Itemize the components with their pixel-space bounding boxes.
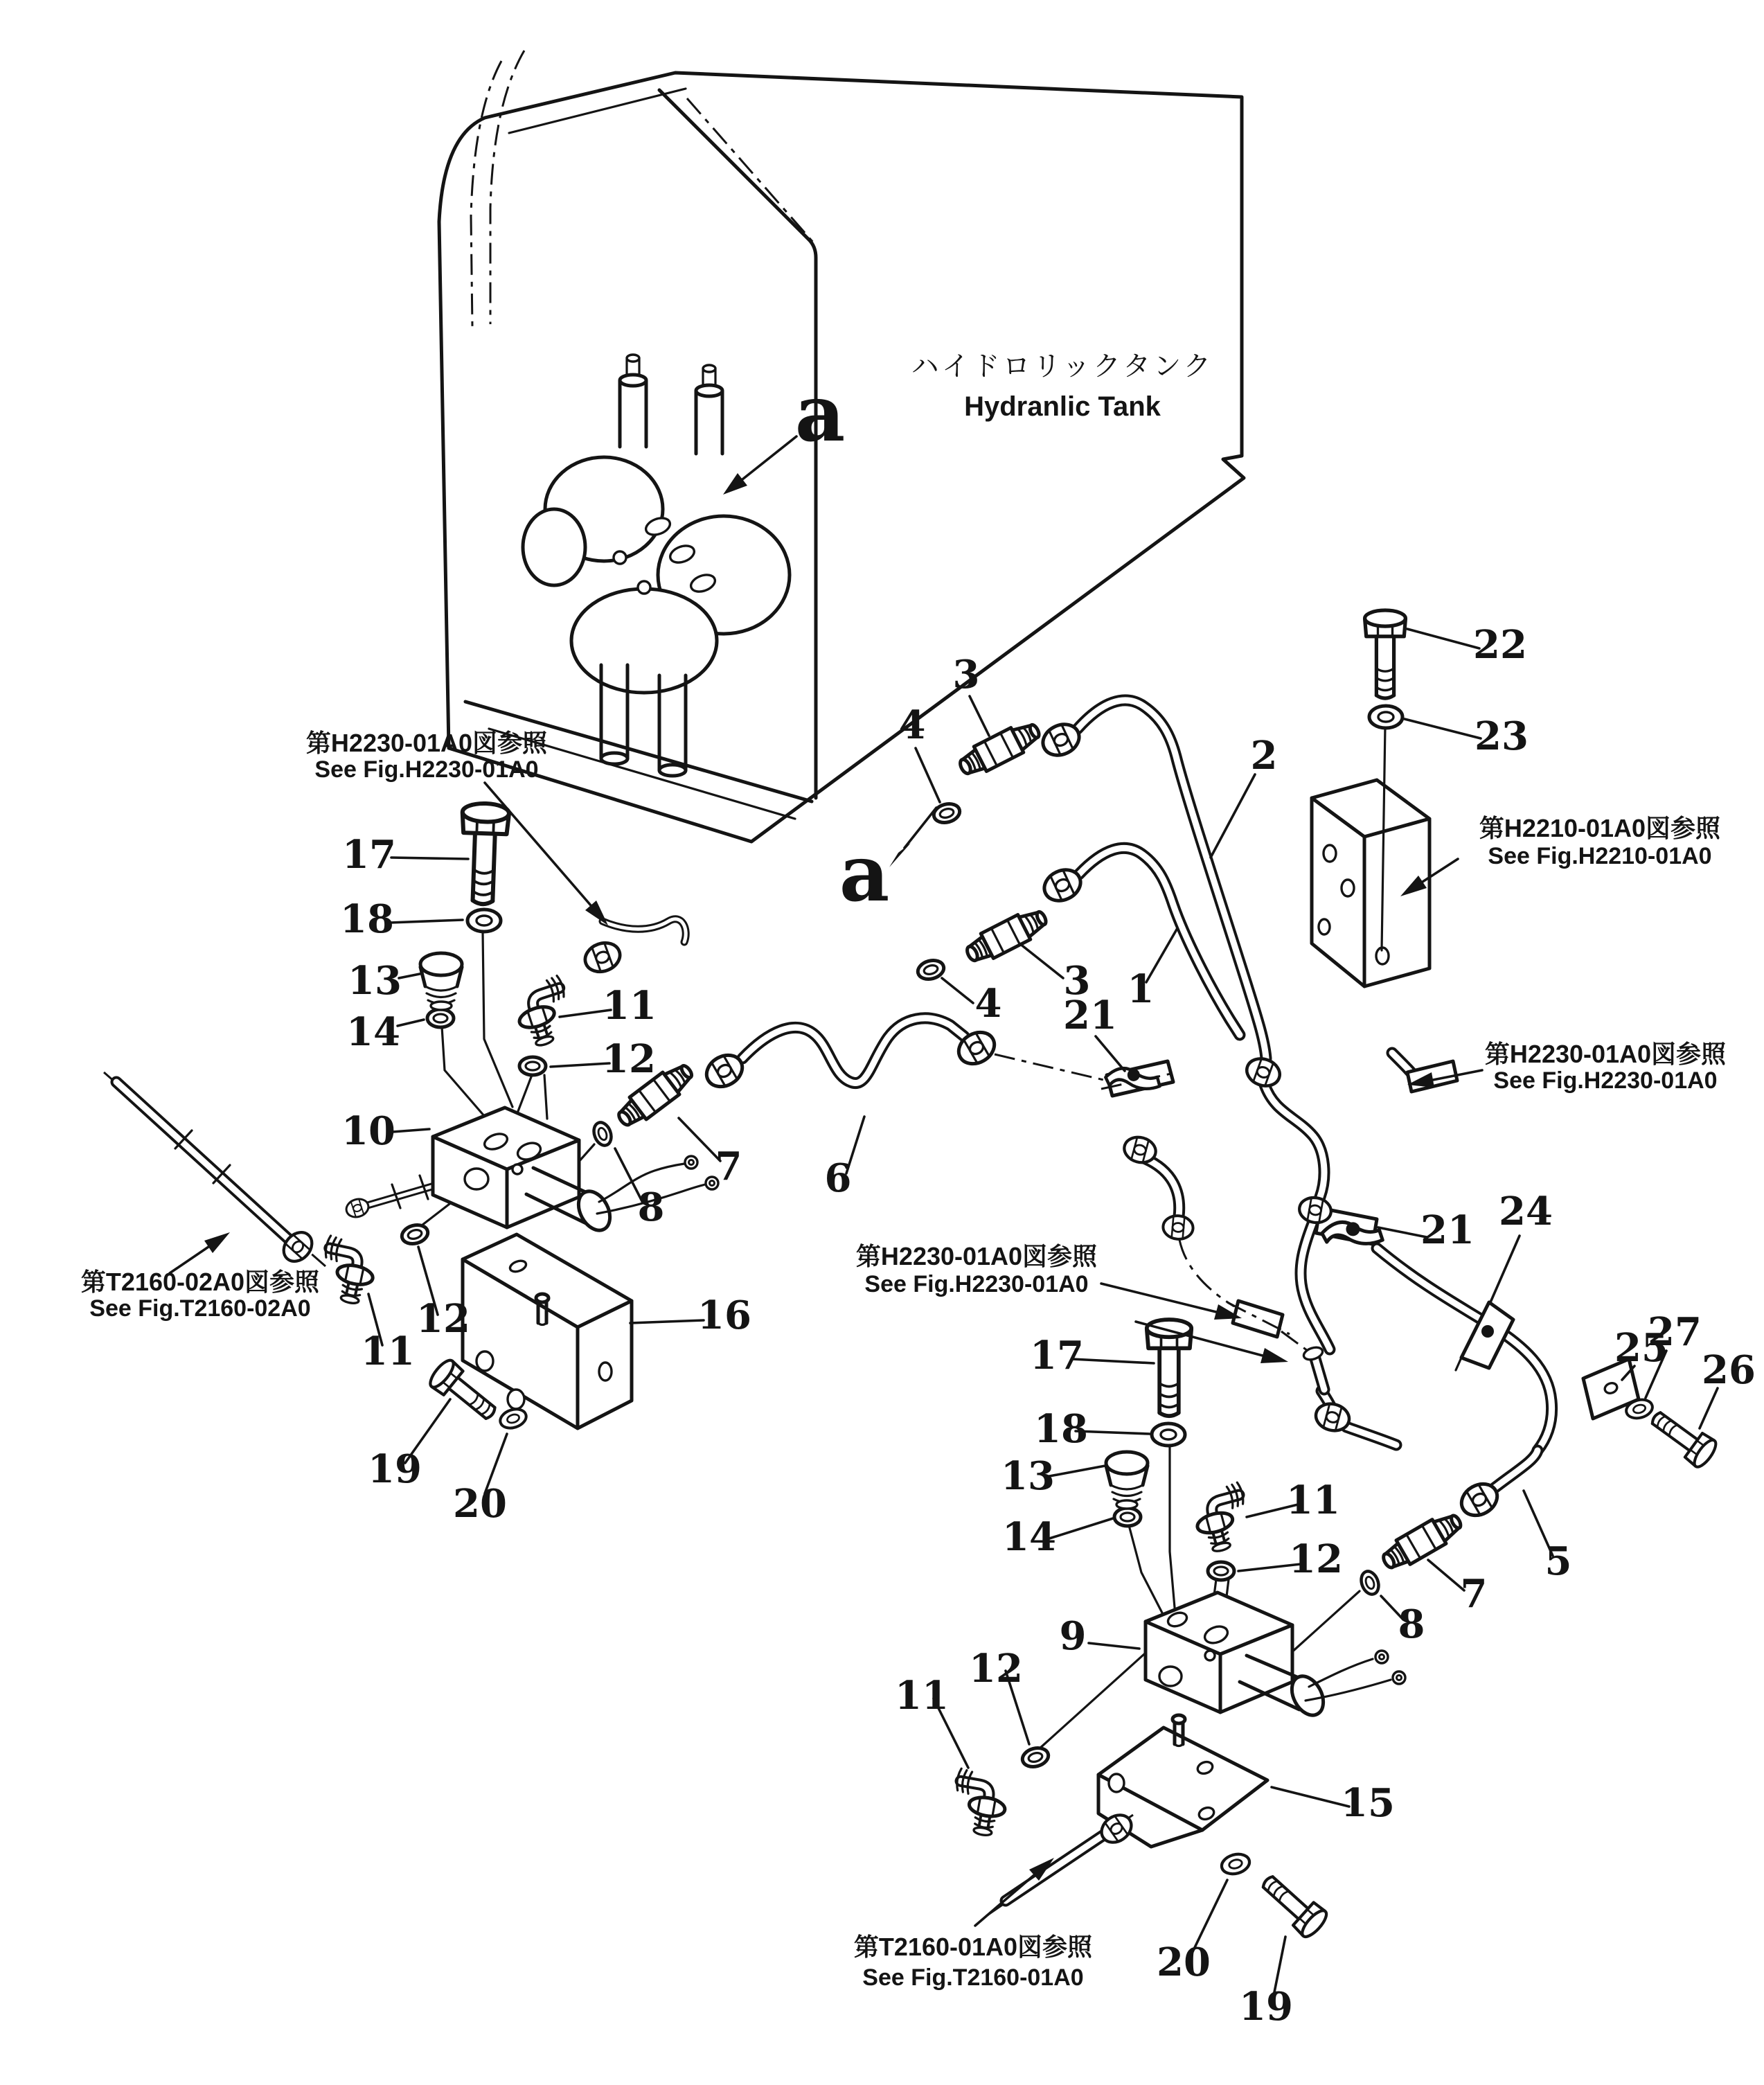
part-number-label-19-32: 19: [368, 1446, 422, 1492]
part-number-label-18-31: 18: [1034, 1406, 1088, 1452]
elbow-11: [1189, 1482, 1255, 1554]
washer-20-right: [1220, 1852, 1251, 1877]
oring-12: [519, 1057, 546, 1075]
part-number-label-14-25: 14: [1002, 1514, 1056, 1560]
plug-13-left: [420, 953, 462, 1010]
view-marker-a-0: a: [794, 369, 846, 459]
part-number-label-27-43: 27: [1648, 1309, 1702, 1355]
reference-note-jp-5: 第T2160-01A0図参照: [853, 1933, 1093, 1961]
part-number-label-17-29: 17: [1030, 1333, 1084, 1378]
part-number-label-19-33: 19: [1239, 1984, 1293, 2030]
reference-note-en-2: See Fig.H2230-01A0: [1493, 1067, 1718, 1094]
tank-label: [911, 351, 1214, 422]
part-number-label-20-34: 20: [453, 1481, 507, 1527]
part-number-label-21-36: 21: [1063, 993, 1117, 1038]
part-number-label-26-42: 26: [1702, 1347, 1756, 1393]
reference-note-en-1: See Fig.H2210-01A0: [1488, 843, 1712, 869]
part-number-label-11-16: 11: [1286, 1478, 1340, 1523]
part-number-label-8-11: 8: [1398, 1602, 1425, 1647]
reference-note-en-0: See Fig.H2230-01A0: [314, 756, 539, 783]
part-number-label-22-38: 22: [1473, 622, 1527, 668]
part-number-label-14-24: 14: [346, 1009, 400, 1055]
plug-13-right: [1106, 1452, 1148, 1509]
part-number-label-7-9: 7: [1460, 1571, 1488, 1617]
valve-block-lower: [1039, 1444, 1405, 1749]
part-number-label-13-23: 13: [1001, 1453, 1055, 1499]
part-number-label-12-19: 12: [416, 1296, 470, 1342]
tank-label-jp: ハイドロリックタンク: [911, 351, 1214, 382]
control-valve-assembly: [523, 355, 790, 776]
part-number-label-12-20: 12: [1289, 1536, 1343, 1582]
part-number-label-17-28: 17: [342, 832, 396, 878]
flare-nut: [1297, 1195, 1333, 1225]
part-number-label-1-0: 1: [1127, 966, 1155, 1012]
part-number-label-10-13: 10: [341, 1108, 395, 1154]
part-number-label-16-27: 16: [697, 1293, 751, 1338]
part-number-label-9-12: 9: [1059, 1613, 1087, 1659]
part-number-label-13-22: 13: [348, 958, 402, 1004]
elbow-11: [949, 1768, 1010, 1838]
reference-note-jp-0: 第H2230-01A0図参照: [305, 729, 548, 757]
washer-20-left: [498, 1406, 528, 1431]
part-number-label-3-4: 3: [1063, 958, 1091, 1004]
flare-nut: [344, 1196, 371, 1220]
reference-note-jp-1: 第H2210-01A0図参照: [1479, 814, 1721, 842]
part-number-label-11-17: 11: [895, 1673, 949, 1719]
elbow-11: [510, 975, 578, 1050]
reference-note-en-3: See Fig.T2160-02A0: [89, 1295, 311, 1322]
part-number-label-15-26: 15: [1341, 1780, 1395, 1826]
part-number-label-12-18: 12: [602, 1036, 656, 1082]
washer-18-left: [467, 910, 501, 932]
tank-label-en: Hydranlic Tank: [964, 391, 1161, 422]
oring-14-left: [427, 1009, 454, 1027]
washer-23: [1369, 706, 1402, 728]
reference-note-jp-4: 第H2230-01A0図参照: [855, 1242, 1098, 1270]
part-number-label-20-35: 20: [1157, 1940, 1211, 1985]
bolt-26: [1646, 1404, 1720, 1470]
flare-nut: [581, 938, 624, 976]
part-number-label-25-41: 25: [1614, 1325, 1668, 1371]
bolt-22: [1365, 610, 1406, 698]
union-7-right: [1378, 1508, 1466, 1574]
part-number-label-12-21: 12: [969, 1646, 1023, 1692]
oring-12: [1020, 1746, 1050, 1770]
part-number-label-5-6: 5: [1544, 1538, 1572, 1584]
washer-18-right: [1152, 1423, 1185, 1446]
oring-12: [1208, 1562, 1234, 1580]
reference-note-en-4: See Fig.H2230-01A0: [864, 1271, 1089, 1297]
bolt-17-left: [459, 803, 509, 905]
part-number-label-18-30: 18: [340, 896, 394, 942]
oring-4: [932, 801, 961, 826]
reference-note-en-5: See Fig.T2160-01A0: [862, 1964, 1084, 1991]
part-number-label-4-3: 4: [898, 702, 926, 748]
part-number-label-8-10: 8: [637, 1185, 665, 1230]
oring-14-right: [1114, 1508, 1141, 1526]
bolt-19-right: [1255, 1868, 1330, 1940]
part-number-label-2-1: 2: [1250, 733, 1278, 779]
part-number-label-24-40: 24: [1499, 1189, 1553, 1234]
part-number-label-3-2: 3: [952, 652, 980, 698]
view-letter-markers: [795, 369, 890, 919]
reference-note-jp-3: 第T2160-02A0図参照: [80, 1268, 320, 1296]
flare-nut: [1243, 1054, 1284, 1090]
part-number-label-11-14: 11: [603, 983, 657, 1029]
reference-note-jp-2: 第H2230-01A0図参照: [1484, 1040, 1727, 1068]
oring-12: [400, 1223, 429, 1247]
flare-nut: [1162, 1214, 1194, 1240]
part-number-label-23-39: 23: [1475, 713, 1529, 759]
part-number-label-11-15: 11: [361, 1329, 415, 1374]
part-number-label-4-5: 4: [974, 981, 1002, 1027]
oring-8-right: [1358, 1569, 1382, 1597]
view-marker-a-1: a: [839, 828, 890, 919]
bracket-16: [463, 1234, 632, 1428]
union-3: [955, 718, 1044, 781]
part-number-label-6-7: 6: [824, 1155, 852, 1201]
part-number-label-21-37: 21: [1420, 1207, 1475, 1253]
part-number-label-7-8: 7: [715, 1144, 742, 1189]
